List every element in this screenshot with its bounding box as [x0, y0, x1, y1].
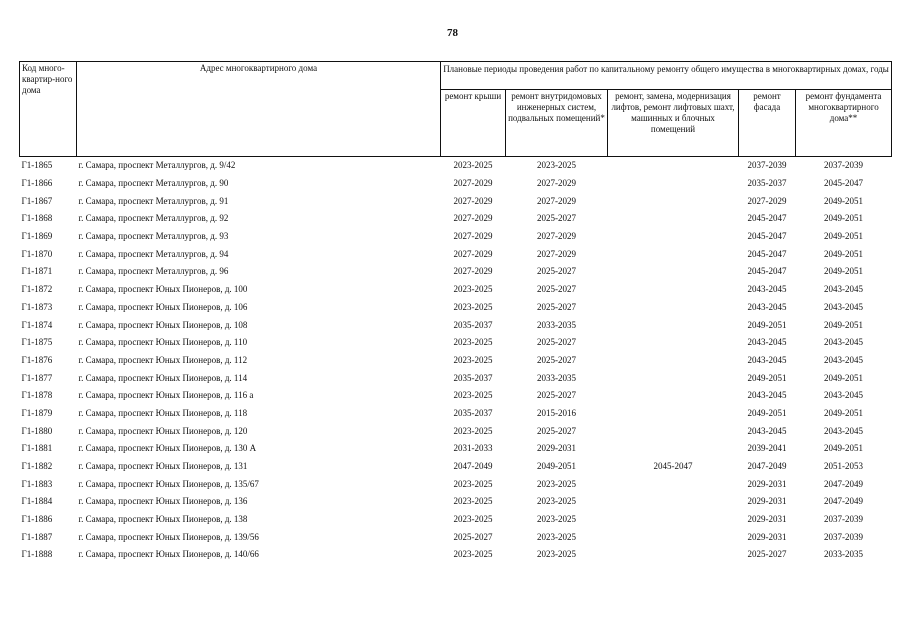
cell-elevator-period	[608, 263, 739, 281]
table-row	[20, 369, 892, 387]
cell-code: Г1-1884	[21, 496, 53, 507]
cell-facade-period: 2045-2047	[747, 266, 787, 277]
cell-systems-period: 2025-2027	[537, 301, 576, 312]
cell-code: Г1-1873	[21, 301, 53, 312]
cell-address: г. Самара, проспект Юных Пионеров, д. 116 а	[78, 390, 254, 401]
cell-systems-period: 2033-2035	[537, 319, 576, 330]
cell-code: Г1-1871	[21, 266, 53, 277]
cell-roof-period: 2023-2025	[453, 284, 493, 295]
cell-facade-period: 2045-2047	[747, 248, 787, 259]
cell-address: г. Самара, проспект Металлургов, д. 90	[78, 178, 229, 189]
cell-foundation-period: 2045-2047	[824, 178, 864, 189]
cell-foundation-period: 2043-2045	[824, 354, 864, 365]
column-group-header-periods: Плановые периоды проведения работ по капитальному ремонту общего имущества в многоквартирных домах, годы	[441, 62, 892, 90]
cell-facade-period: 2047-2049	[747, 461, 787, 472]
column-header-roof: ремонт крыши	[441, 90, 506, 157]
cell-roof-period: 2023-2025	[453, 496, 493, 507]
cell-systems-period: 2025-2027	[537, 390, 576, 401]
cell-address: г. Самара, проспект Металлургов, д. 91	[78, 195, 229, 206]
cell-systems-period: 2023-2025	[537, 478, 576, 489]
cell-elevator-period	[608, 228, 739, 246]
cell-foundation-period: 2033-2035	[824, 549, 864, 560]
column-header-foundation: ремонт фундамента многоквартирного дома**	[796, 90, 892, 157]
cell-elevator-period	[608, 175, 739, 193]
cell-code: Г1-1881	[21, 443, 53, 454]
cell-foundation-period: 2049-2051	[824, 407, 864, 418]
cell-facade-period: 2043-2045	[747, 301, 787, 312]
cell-address: г. Самара, проспект Юных Пионеров, д. 114	[78, 372, 248, 383]
cell-elevator-period	[608, 440, 739, 458]
cell-foundation-period: 2049-2051	[824, 319, 864, 330]
cell-facade-period: 2035-2037	[747, 178, 787, 189]
cell-foundation-period: 2037-2039	[824, 160, 864, 171]
cell-code: Г1-1887	[21, 531, 53, 542]
cell-roof-period: 2023-2025	[453, 478, 493, 489]
cell-code: Г1-1872	[21, 284, 53, 295]
table-row	[20, 511, 892, 529]
table-row	[20, 245, 892, 263]
cell-systems-period: 2049-2051	[537, 461, 576, 472]
cell-code: Г1-1868	[21, 213, 53, 224]
cell-foundation-period: 2043-2045	[824, 337, 864, 348]
cell-foundation-period: 2051-2053	[824, 461, 864, 472]
cell-roof-period: 2027-2029	[453, 248, 493, 259]
cell-roof-period: 2031-2033	[453, 443, 493, 454]
table-row	[20, 352, 892, 370]
cell-code: Г1-1866	[21, 178, 53, 189]
cell-foundation-period: 2043-2045	[824, 284, 864, 295]
cell-code: Г1-1867	[21, 195, 53, 206]
table-row	[20, 440, 892, 458]
cell-address: г. Самара, проспект Металлургов, д. 93	[78, 231, 229, 242]
cell-address: г. Самара, проспект Юных Пионеров, д. 135/67	[78, 478, 259, 489]
table-row	[20, 528, 892, 546]
cell-elevator-period	[608, 528, 739, 546]
cell-roof-period: 2035-2037	[453, 407, 493, 418]
cell-elevator-period	[608, 405, 739, 423]
page-number: 78	[447, 27, 458, 39]
cell-address: г. Самара, проспект Юных Пионеров, д. 120	[78, 425, 248, 436]
table-row	[20, 175, 892, 193]
column-header-code: Код много-квартир-ного дома	[20, 62, 77, 157]
cell-systems-period: 2025-2027	[537, 425, 576, 436]
cell-code: Г1-1877	[21, 372, 53, 383]
table-row	[20, 387, 892, 405]
cell-foundation-period: 2047-2049	[824, 478, 864, 489]
cell-roof-period: 2023-2025	[453, 549, 493, 560]
cell-code: Г1-1886	[21, 514, 53, 525]
cell-roof-period: 2035-2037	[453, 319, 493, 330]
cell-code: Г1-1874	[21, 319, 53, 330]
cell-address: г. Самара, проспект Юных Пионеров, д. 118	[78, 407, 248, 418]
cell-systems-period: 2015-2016	[537, 407, 576, 418]
cell-systems-period: 2027-2029	[537, 248, 576, 259]
cell-foundation-period: 2049-2051	[824, 231, 864, 242]
cell-roof-period: 2023-2025	[453, 425, 493, 436]
cell-address: г. Самара, проспект Юных Пионеров, д. 108	[78, 319, 248, 330]
cell-elevator-period	[608, 334, 739, 352]
cell-elevator-period	[608, 210, 739, 228]
cell-foundation-period: 2049-2051	[824, 372, 864, 383]
cell-elevator-period	[608, 281, 739, 299]
cell-facade-period: 2043-2045	[747, 284, 787, 295]
cell-code: Г1-1869	[21, 231, 53, 242]
cell-roof-period: 2047-2049	[453, 461, 493, 472]
table-row	[20, 475, 892, 493]
cell-roof-period: 2023-2025	[453, 514, 493, 525]
cell-code: Г1-1883	[21, 478, 53, 489]
cell-facade-period: 2043-2045	[747, 390, 787, 401]
cell-facade-period: 2049-2051	[747, 372, 787, 383]
cell-facade-period: 2029-2031	[747, 531, 787, 542]
repair-schedule-table	[19, 61, 892, 564]
cell-roof-period: 2027-2029	[453, 213, 493, 224]
cell-foundation-period: 2043-2045	[824, 301, 864, 312]
table-row	[20, 405, 892, 423]
cell-address: г. Самара, проспект Юных Пионеров, д. 140/66	[78, 549, 259, 560]
cell-elevator-period	[608, 316, 739, 334]
table-row	[20, 458, 892, 476]
cell-foundation-period: 2037-2039	[824, 514, 864, 525]
cell-elevator-period	[608, 245, 739, 263]
cell-systems-period: 2025-2027	[537, 284, 576, 295]
cell-facade-period: 2045-2047	[747, 231, 787, 242]
cell-facade-period: 2043-2045	[747, 354, 787, 365]
table-row	[20, 228, 892, 246]
cell-address: г. Самара, проспект Юных Пионеров, д. 110	[78, 337, 248, 348]
cell-roof-period: 2027-2029	[453, 195, 493, 206]
cell-address: г. Самара, проспект Юных Пионеров, д. 136	[78, 496, 248, 507]
cell-roof-period: 2023-2025	[453, 337, 493, 348]
cell-address: г. Самара, проспект Юных Пионеров, д. 138	[78, 514, 248, 525]
cell-foundation-period: 2049-2051	[824, 195, 864, 206]
cell-facade-period: 2037-2039	[747, 160, 787, 171]
table-row	[20, 334, 892, 352]
cell-foundation-period: 2037-2039	[824, 531, 864, 542]
column-header-elevator: ремонт, замена, модернизация лифтов, ремонт лифтовых шахт, машинных и блочных помещений	[608, 90, 739, 157]
cell-address: г. Самара, проспект Металлургов, д. 94	[78, 248, 229, 259]
cell-foundation-period: 2043-2045	[824, 425, 864, 436]
cell-code: Г1-1880	[21, 425, 53, 436]
cell-elevator-period	[608, 352, 739, 370]
cell-code: Г1-1875	[21, 337, 53, 348]
cell-facade-period: 2043-2045	[747, 425, 787, 436]
table-row	[20, 192, 892, 210]
cell-systems-period: 2027-2029	[537, 231, 576, 242]
column-header-address: Адрес многоквартирного дома	[77, 62, 441, 157]
cell-roof-period: 2027-2029	[453, 266, 493, 277]
cell-elevator-period	[608, 511, 739, 529]
table-row	[20, 546, 892, 564]
table-row	[20, 422, 892, 440]
cell-code: Г1-1870	[21, 248, 53, 259]
table-body	[20, 157, 892, 564]
cell-roof-period: 2023-2025	[453, 301, 493, 312]
cell-address: г. Самара, проспект Юных Пионеров, д. 131	[78, 461, 248, 472]
cell-facade-period: 2045-2047	[747, 213, 787, 224]
cell-foundation-period: 2047-2049	[824, 496, 864, 507]
column-header-facade: ремонт фасада	[739, 90, 796, 157]
cell-roof-period: 2027-2029	[453, 178, 493, 189]
cell-systems-period: 2027-2029	[537, 195, 576, 206]
cell-roof-period: 2025-2027	[453, 531, 493, 542]
cell-systems-period: 2023-2025	[537, 160, 576, 171]
cell-systems-period: 2033-2035	[537, 372, 576, 383]
cell-systems-period: 2025-2027	[537, 354, 576, 365]
cell-roof-period: 2023-2025	[453, 390, 493, 401]
cell-elevator-period	[608, 493, 739, 511]
cell-roof-period: 2027-2029	[453, 231, 493, 242]
cell-address: г. Самара, проспект Металлургов, д. 96	[78, 266, 229, 277]
cell-elevator-period	[608, 192, 739, 210]
cell-facade-period: 2029-2031	[747, 478, 787, 489]
cell-address: г. Самара, проспект Юных Пионеров, д. 106	[78, 301, 248, 312]
table-row	[20, 263, 892, 281]
cell-address: г. Самара, проспект Металлургов, д. 92	[78, 213, 229, 224]
cell-facade-period: 2025-2027	[747, 549, 787, 560]
column-header-systems: ремонт внутридомовых инженерных систем, подвальных помещений*	[506, 90, 608, 157]
cell-code: Г1-1888	[21, 549, 53, 560]
cell-address: г. Самара, проспект Юных Пионеров, д. 112	[78, 354, 248, 365]
cell-facade-period: 2029-2031	[747, 514, 787, 525]
cell-elevator-period	[608, 157, 739, 175]
cell-systems-period: 2023-2025	[537, 496, 576, 507]
cell-systems-period: 2023-2025	[537, 514, 576, 525]
cell-facade-period: 2049-2051	[747, 407, 787, 418]
cell-code: Г1-1876	[21, 354, 53, 365]
cell-elevator-period	[608, 546, 739, 564]
cell-elevator-period	[608, 475, 739, 493]
cell-systems-period: 2025-2027	[537, 337, 576, 348]
table-row	[20, 299, 892, 317]
cell-systems-period: 2025-2027	[537, 213, 576, 224]
cell-systems-period: 2027-2029	[537, 178, 576, 189]
cell-address: г. Самара, проспект Юных Пионеров, д. 130 А	[78, 443, 257, 454]
cell-systems-period: 2029-2031	[537, 443, 576, 454]
cell-systems-period: 2025-2027	[537, 266, 576, 277]
table-row	[20, 281, 892, 299]
cell-foundation-period: 2049-2051	[824, 213, 864, 224]
cell-facade-period: 2029-2031	[747, 496, 787, 507]
cell-foundation-period: 2049-2051	[824, 443, 864, 454]
table-header	[20, 62, 892, 157]
cell-roof-period: 2023-2025	[453, 160, 493, 171]
table-row	[20, 157, 892, 175]
cell-code: Г1-1882	[21, 461, 53, 472]
cell-address: г. Самара, проспект Юных Пионеров, д. 139/56	[78, 531, 259, 542]
cell-systems-period: 2023-2025	[537, 531, 576, 542]
cell-facade-period: 2039-2041	[747, 443, 787, 454]
cell-address: г. Самара, проспект Металлургов, д. 9/42	[78, 160, 236, 171]
cell-roof-period: 2035-2037	[453, 372, 493, 383]
table-row	[20, 316, 892, 334]
cell-foundation-period: 2049-2051	[824, 248, 864, 259]
cell-elevator-period: 2045-2047	[653, 461, 693, 472]
cell-code: Г1-1878	[21, 390, 53, 401]
cell-elevator-period	[608, 387, 739, 405]
cell-foundation-period: 2043-2045	[824, 390, 864, 401]
table-row	[20, 210, 892, 228]
cell-elevator-period	[608, 299, 739, 317]
table-row	[20, 493, 892, 511]
cell-facade-period: 2027-2029	[747, 195, 787, 206]
cell-systems-period: 2023-2025	[537, 549, 576, 560]
cell-elevator-period	[608, 422, 739, 440]
cell-facade-period: 2043-2045	[747, 337, 787, 348]
cell-code: Г1-1879	[21, 407, 53, 418]
cell-code: Г1-1865	[21, 160, 53, 171]
cell-elevator-period	[608, 369, 739, 387]
cell-roof-period: 2023-2025	[453, 354, 493, 365]
cell-address: г. Самара, проспект Юных Пионеров, д. 100	[78, 284, 248, 295]
cell-foundation-period: 2049-2051	[824, 266, 864, 277]
cell-facade-period: 2049-2051	[747, 319, 787, 330]
